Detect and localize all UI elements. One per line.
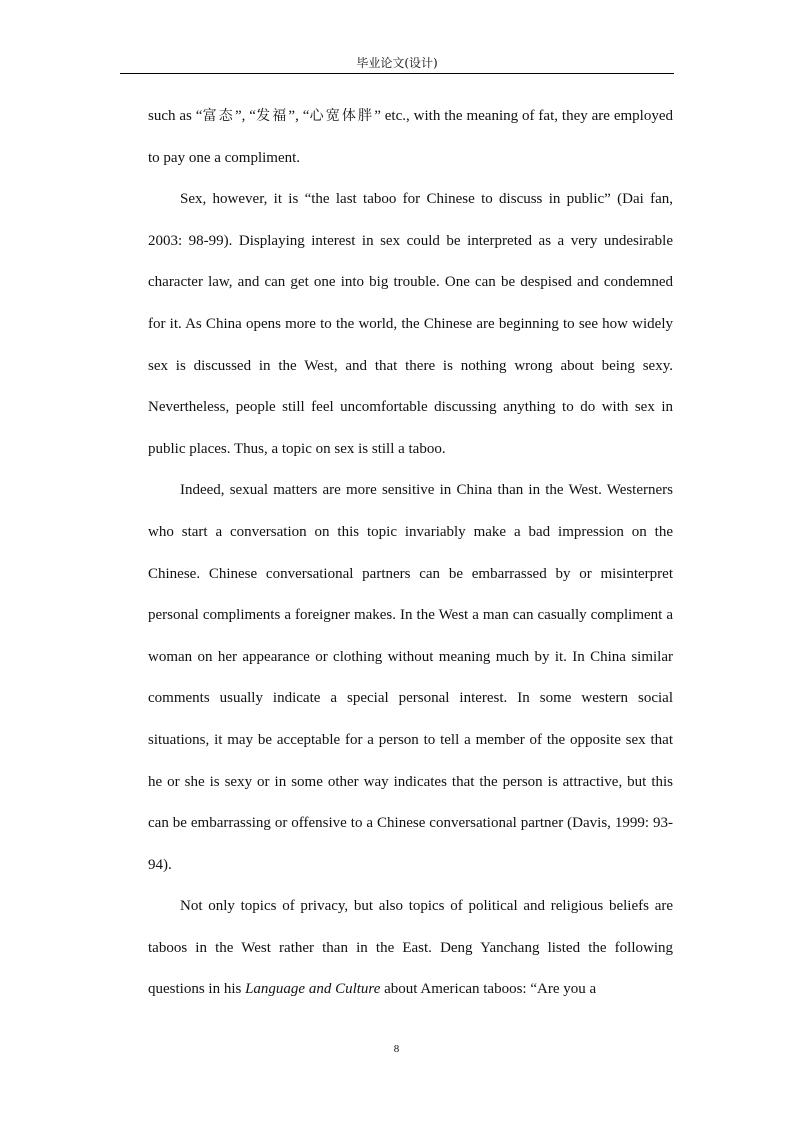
page-number: 8 — [393, 1043, 400, 1055]
cjk-term-1: 富态 — [202, 108, 235, 124]
document-body — [148, 96, 673, 1011]
book-title: Language and Culture — [245, 981, 381, 998]
paragraph-4 — [148, 886, 673, 1011]
header-divider — [120, 73, 674, 74]
paragraph-2: Sex, however, it is “the last taboo for Chinese to discuss in public” (Dai fan, 2003: 98-99). Displaying interest in sex could be interpreted as a very undesirable character law, and can get one into big trouble. One can be despised and condemned for it. As China opens more to the world, the Chinese are beginning to see how widely sex is discussed in the West, and that there is nothing wrong about being sexy. Nevertheless, people still feel uncomfortable discussing anything to do with sex in public places. Thus, a topic on sex is still a taboo. — [148, 191, 673, 457]
cjk-term-2: 发福 — [255, 108, 289, 124]
page-header: 毕业论文(设计) — [356, 56, 438, 70]
cjk-term-3: 心宽体胖 — [309, 108, 375, 124]
text-run: such as “ — [148, 108, 203, 124]
text-run: ”, “ — [234, 108, 256, 124]
text-run: ”, “ — [288, 108, 310, 124]
text-run: Not only topics of privacy, but also topics of political and religious beliefs are taboos in the West rather than in the East. Deng Yanchang listed the following questions in his — [148, 898, 673, 998]
text-run: ” etc., with the meaning of fat, they are employed to pay one a compliment. — [148, 108, 674, 166]
text-run: about American taboos: “Are you a — [380, 981, 597, 998]
paragraph-3: Indeed, sexual matters are more sensitive in China than in the West. Westerners who start a conversation on this topic invariably make a bad impression on the Chinese. Chinese conversational partners can be embarrassed by or misinterpret personal compliments a foreigner makes. In the West a man can casually compliment a woman on her appearance or clothing without meaning much by it. In China similar comments usually indicate a special personal interest. In some western social situations, it may be acceptable for a person to tell a member of the opposite sex that he or she is sexy or in some other way indicates that the person is attractive, but this can be embarrassing or offensive to a Chinese conversational partner (Davis, 1999: 93-94). — [148, 482, 673, 873]
paragraph-1 — [148, 96, 673, 179]
